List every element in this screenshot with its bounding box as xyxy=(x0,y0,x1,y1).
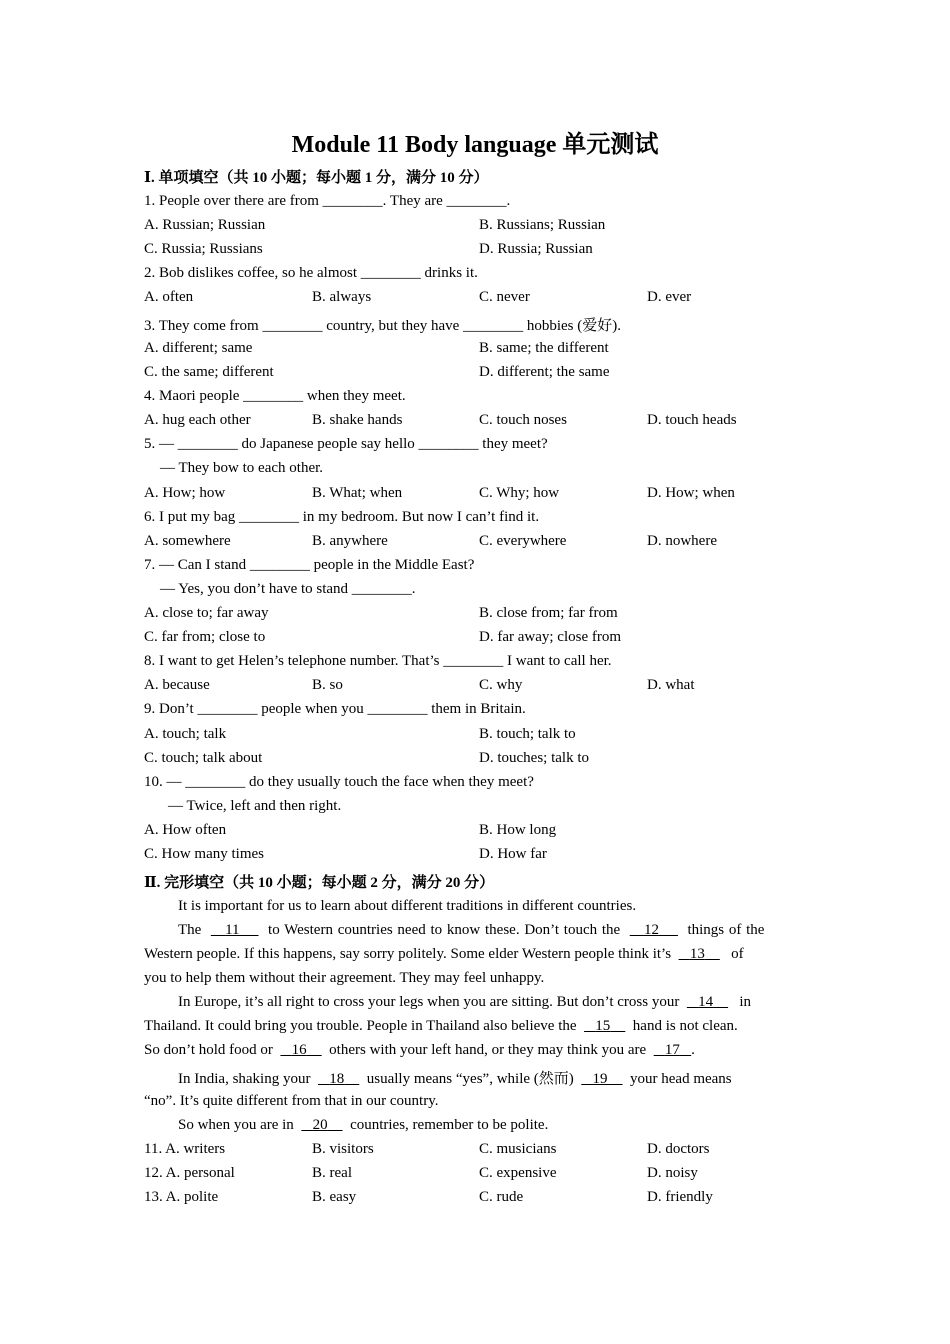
question-reply: — Yes, you don’t have to stand ________. xyxy=(160,581,416,597)
blank-12: 12 xyxy=(643,922,659,938)
option-b: B. easy xyxy=(312,1189,357,1205)
question-stem: 9. Don’t ________ people when you ________ them in Britain. xyxy=(144,701,526,717)
passage-line: Western people. If this happens, say sorry politely. Some elder Western people think it’s 13 of xyxy=(144,946,744,962)
question-stem: 7. — Can I stand ________ people in the Middle East? xyxy=(144,557,475,573)
option-a: 11. A. writers xyxy=(144,1141,226,1157)
passage-line: “no”. It’s quite different from that in our country. xyxy=(144,1093,439,1109)
question-stem: 6. I put my bag ________ in my bedroom. But now I can’t find it. xyxy=(144,509,540,525)
option-d: D. Russia; Russian xyxy=(479,241,593,257)
question-stem: 10. — ________ do they usually touch the face when they meet? xyxy=(144,774,534,790)
option-b: B. What; when xyxy=(312,485,403,501)
blank-20: 20 xyxy=(312,1117,328,1133)
option-c: C. far from; close to xyxy=(144,629,266,645)
blank-14: 14 xyxy=(698,994,714,1010)
option-c: C. rude xyxy=(479,1189,524,1205)
option-d: D. touch heads xyxy=(647,412,737,428)
option-b: B. visitors xyxy=(312,1141,374,1157)
section-heading-cloze: Ⅱ. 完形填空（共 10 小题；每小题 2 分，满分 20 分） xyxy=(144,875,495,891)
section-heading-single-choice: Ⅰ. 单项填空（共 10 小题；每小题 1 分，满分 10 分） xyxy=(144,170,489,186)
option-d: D. How; when xyxy=(647,485,735,501)
passage-line: It is important for us to learn about different traditions in different countries. xyxy=(178,898,637,914)
option-d: D. noisy xyxy=(647,1165,698,1181)
passage-line: So don’t hold food or 16 others with your left hand, or they may think you are 17 . xyxy=(144,1042,695,1058)
option-d: D. what xyxy=(647,677,695,693)
question-stem: 4. Maori people ________ when they meet. xyxy=(144,388,406,404)
passage-line: The 11 to Western countries need to know these. Don’t touch the 12 things of the xyxy=(178,922,765,938)
option-d: D. different; the same xyxy=(479,364,610,380)
option-c: C. How many times xyxy=(144,846,264,862)
option-c: C. the same; different xyxy=(144,364,274,380)
option-d: D. friendly xyxy=(647,1189,713,1205)
option-c: C. everywhere xyxy=(479,533,567,549)
option-b: B. shake hands xyxy=(312,412,403,428)
option-a: A. How often xyxy=(144,822,227,838)
blank-18: 18 xyxy=(329,1071,345,1087)
option-b: B. always xyxy=(312,289,372,305)
option-c: C. expensive xyxy=(479,1165,557,1181)
blank-13: 13 xyxy=(689,946,705,962)
option-a: 12. A. personal xyxy=(144,1165,235,1181)
option-d: D. far away; close from xyxy=(479,629,622,645)
question-stem: 5. — ________ do Japanese people say hello ________ they meet? xyxy=(144,436,548,452)
option-b: B. real xyxy=(312,1165,352,1181)
option-c: C. Why; how xyxy=(479,485,560,501)
option-a: A. different; same xyxy=(144,340,253,356)
passage-line: So when you are in 20 countries, remember to be polite. xyxy=(178,1117,549,1133)
option-b: B. Russians; Russian xyxy=(479,217,606,233)
page-title: Module 11 Body language 单元测试 xyxy=(291,132,659,158)
option-a: A. Russian; Russian xyxy=(144,217,266,233)
option-b: B. anywhere xyxy=(312,533,388,549)
question-stem: 2. Bob dislikes coffee, so he almost ________ drinks it. xyxy=(144,265,478,281)
blank-19: 19 xyxy=(592,1071,608,1087)
option-d: D. doctors xyxy=(647,1141,710,1157)
option-c: C. musicians xyxy=(479,1141,557,1157)
option-a: A. close to; far away xyxy=(144,605,269,621)
passage-line: In Europe, it’s all right to cross your legs when you are sitting. But don’t cross your 14 in xyxy=(178,994,751,1010)
option-d: D. touches; talk to xyxy=(479,750,589,766)
option-a: A. touch; talk xyxy=(144,726,227,742)
option-a: A. often xyxy=(144,289,194,305)
question-stem: 8. I want to get Helen’s telephone number. That’s ________ I want to call her. xyxy=(144,653,612,669)
option-d: D. nowhere xyxy=(647,533,717,549)
blank-11: 11 xyxy=(225,922,240,938)
passage-line: you to help them without their agreement. They may feel unhappy. xyxy=(144,970,545,986)
option-d: D. ever xyxy=(647,289,692,305)
option-c: C. touch noses xyxy=(479,412,567,428)
question-reply: — Twice, left and then right. xyxy=(168,798,342,814)
option-c: C. never xyxy=(479,289,530,305)
option-a: A. because xyxy=(144,677,210,693)
option-b: B. so xyxy=(312,677,343,693)
option-c: C. why xyxy=(479,677,523,693)
option-b: B. touch; talk to xyxy=(479,726,576,742)
option-a: A. somewhere xyxy=(144,533,231,549)
option-c: C. Russia; Russians xyxy=(144,241,263,257)
passage-line: Thailand. It could bring you trouble. People in Thailand also believe the 15 hand is not clean. xyxy=(144,1018,738,1034)
blank-17: 17 xyxy=(664,1042,680,1058)
question-reply: — They bow to each other. xyxy=(160,460,324,476)
passage-line: In India, shaking your 18 usually means “yes”, while (然而) 19 your head means xyxy=(178,1071,732,1087)
option-a: 13. A. polite xyxy=(144,1189,219,1205)
option-a: A. hug each other xyxy=(144,412,251,428)
option-b: B. close from; far from xyxy=(479,605,618,621)
question-stem: 3. They come from ________ country, but they have ________ hobbies (爱好). xyxy=(144,318,621,334)
blank-16: 16 xyxy=(291,1042,307,1058)
option-b: B. same; the different xyxy=(479,340,609,356)
option-a: A. How; how xyxy=(144,485,226,501)
option-c: C. touch; talk about xyxy=(144,750,263,766)
blank-15: 15 xyxy=(595,1018,611,1034)
option-b: B. How long xyxy=(479,822,557,838)
question-stem: 1. People over there are from ________. They are ________. xyxy=(144,193,511,209)
option-d: D. How far xyxy=(479,846,547,862)
